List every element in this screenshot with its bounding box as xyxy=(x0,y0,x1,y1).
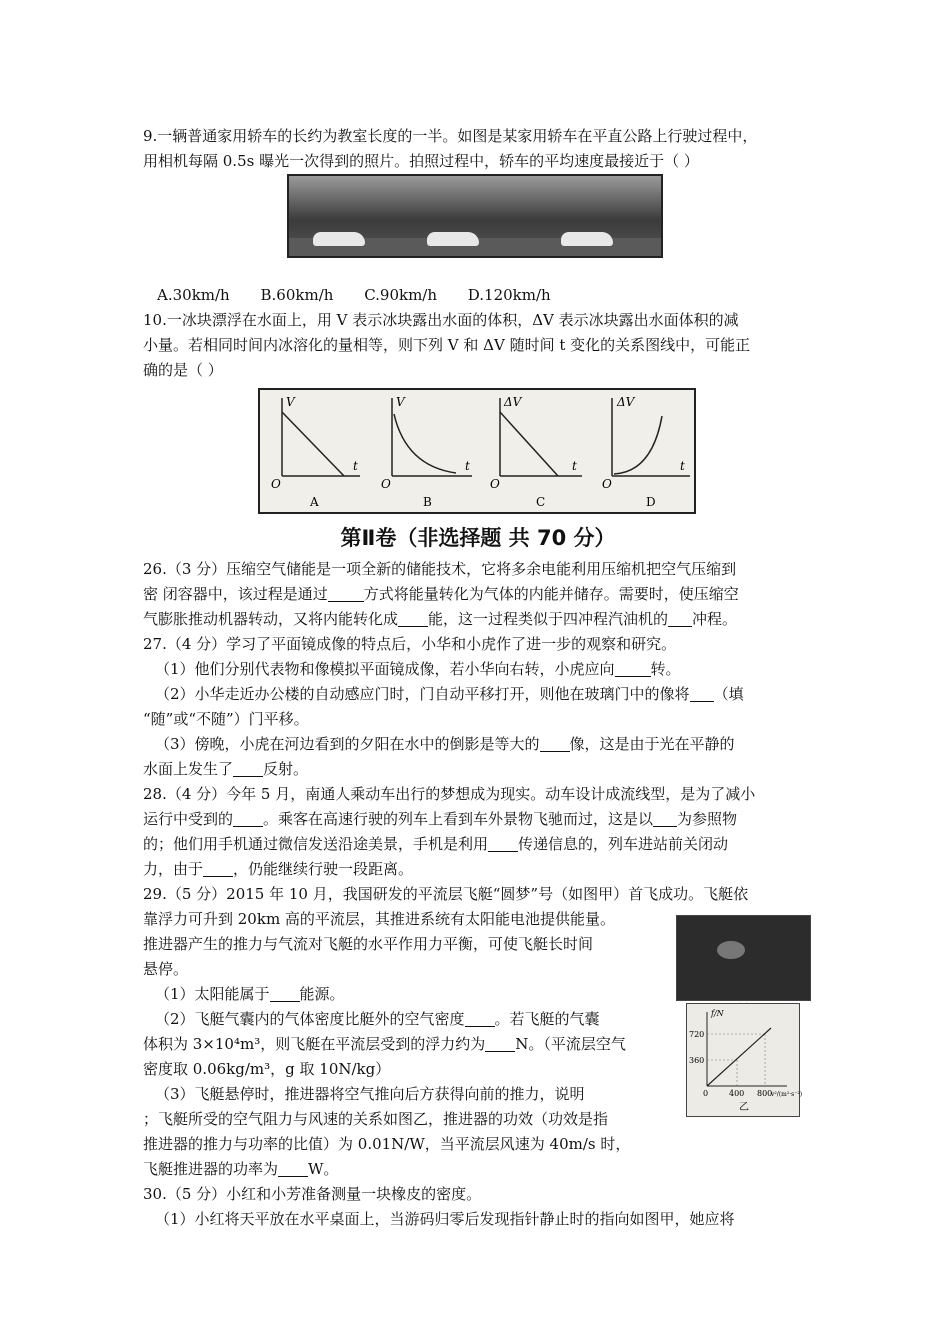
q29-blank-1[interactable] xyxy=(270,984,300,1002)
fig-yi-ylabel: f/N xyxy=(711,1009,724,1018)
graph-b xyxy=(392,398,472,476)
q27-text-5b: 像，这是由于光在平静的 xyxy=(569,735,735,753)
q27-line-3 xyxy=(143,682,813,707)
q28-text-2c: 为参照物 xyxy=(677,810,738,828)
q9-line-2: 用相机每隔 0.5s 曝光一次得到的照片。拍照过程中，轿车的平均速度最接近于（ ） xyxy=(143,152,699,170)
q28-text-4b: ，仍能继续行驶一段距离。 xyxy=(233,860,414,878)
q27-blank-2[interactable] xyxy=(690,684,714,702)
graph-a-xlabel: t xyxy=(353,459,358,473)
graph-d-letter: D xyxy=(646,495,656,509)
graph-a-origin: O xyxy=(271,477,281,491)
q26-text-2a: 密 闭容器中，该过程是通过 xyxy=(143,585,328,603)
q29-text-7b: N。（平流层空气 xyxy=(515,1035,626,1053)
q29-text-12b: W。 xyxy=(308,1160,339,1178)
q9-option-d[interactable]: D.120km/h xyxy=(467,286,551,304)
q9-option-c[interactable]: C.90km/h xyxy=(364,286,438,304)
q9-options xyxy=(143,283,813,308)
fig-yi-xlabel: v²/(m²·s⁻²) xyxy=(771,1091,803,1098)
q28-text-2b: 。乘客在高速行驶的列车上看到车外景物飞驰而过，这是以 xyxy=(263,810,654,828)
q30-line-1: 30.（5 分）小红和小芳准备测量一块橡皮的密度。 xyxy=(143,1185,482,1203)
q29-text-6a: （2）飞艇气囊内的气体密度比艇外的空气密度 xyxy=(155,1010,465,1028)
q29-text-6b: 。若飞艇的气囊 xyxy=(494,1010,600,1028)
car-image-1 xyxy=(313,232,365,246)
q10-graphs xyxy=(258,388,696,514)
q29-line-10: ；飞艇所受的空气阻力与风速的关系如图乙，推进器的功效（功效是指 xyxy=(143,1110,609,1128)
q26-text-3c: 冲程。 xyxy=(692,610,738,628)
graph-d xyxy=(612,398,690,476)
q9-option-a[interactable]: A.30km/h xyxy=(157,286,230,304)
q27-line-1: 27.（4 分）学习了平面镜成像的特点后，小华和小虎作了进一步的观察和研究。 xyxy=(143,635,677,653)
q29-line-1: 29.（5 分）2015 年 10 月，我国研发的平流层飞艇“圆梦”号（如图甲）首飞成功。飞艇依 xyxy=(143,885,749,903)
fig-yi-xtick-400: 400 xyxy=(729,1089,745,1098)
q28-text-3b: 传递信息的，列车进站前关闭动 xyxy=(518,835,729,853)
q29-line-9: （3）飞艇悬停时，推进器将空气推向后方获得向前的推力，说明 xyxy=(155,1085,585,1103)
q29-block xyxy=(143,882,813,1182)
q9-option-b[interactable]: B.60km/h xyxy=(260,286,334,304)
q29-blank-2[interactable] xyxy=(465,1009,495,1027)
q27-blank-3[interactable] xyxy=(540,734,570,752)
graph-a-letter: A xyxy=(310,495,319,509)
drag-force-graph xyxy=(686,1003,803,1117)
q29-line-3: 推进器产生的推力与气流对飞艇的水平作用力平衡，可使飞艇长时间 xyxy=(143,935,594,953)
fig-yi-xtick-0: 0 xyxy=(703,1089,709,1098)
car-exposure-photo xyxy=(287,174,663,258)
q28-blank-1[interactable] xyxy=(233,809,263,827)
graph-d-xlabel: t xyxy=(680,459,685,473)
drag-force-graph-svg xyxy=(687,1004,803,1116)
q26-blank-3[interactable] xyxy=(668,609,692,627)
car-image-3 xyxy=(561,232,613,246)
q28-text-3a: 的；他们用手机通过微信发送沿途美景，手机是利用 xyxy=(143,835,489,853)
q27-line-2 xyxy=(143,657,813,682)
q27-blank-4[interactable] xyxy=(233,759,263,777)
q10-line-3: 确的是（ ） xyxy=(143,361,223,379)
q26-line-1: 26.（3 分）压缩空气储能是一项全新的储能技术，它将多余电能利用压缩机把空气压缩到 xyxy=(143,560,737,578)
q29-line-8: 密度取 0.06kg/m³，g 取 10N/kg） xyxy=(143,1060,391,1078)
q27-text-2b: 转。 xyxy=(650,660,681,678)
q27-text-2a: （1）他们分别代表物和像模拟平面镜成像，若小华向右转，小虎应向 xyxy=(155,660,615,678)
graph-b-origin: O xyxy=(381,477,391,491)
fig-yi-ytick-720: 720 xyxy=(689,1030,705,1039)
graph-d-origin: O xyxy=(602,477,612,491)
airship-image xyxy=(717,941,745,959)
q9-line-1: 9.一辆普通家用轿车的长约为教室长度的一半。如图是某家用轿车在平直公路上行驶过程中， xyxy=(143,127,758,145)
q28-blank-3[interactable] xyxy=(488,834,518,852)
q26-text-3b: 能，这一过程类似于四冲程汽油机的 xyxy=(428,610,669,628)
q28-blank-2[interactable] xyxy=(653,809,677,827)
q29-text-5a: （1）太阳能属于 xyxy=(155,985,270,1003)
q10-graphs-svg xyxy=(260,390,694,512)
q27-text-3b: （填 xyxy=(713,685,744,703)
graph-c-letter: C xyxy=(536,495,546,509)
q30-line-2: （1）小红将天平放在水平桌面上，当游码归零后发现指针静止时的指向如图甲，她应将 xyxy=(155,1210,735,1228)
q29-blank-3[interactable] xyxy=(485,1034,515,1052)
drag-force-line xyxy=(707,1028,771,1086)
q26-line-3 xyxy=(143,607,813,632)
graph-b-ylabel: V xyxy=(396,395,405,409)
q29-blank-4[interactable] xyxy=(278,1159,308,1177)
q10-line-1: 10.一冰块漂浮在水面上，用 V 表示冰块露出水面的体积，ΔV 表示冰块露出水面体积的减 xyxy=(143,311,739,329)
q27-text-6b: 反射。 xyxy=(263,760,309,778)
graph-c-xlabel: t xyxy=(572,459,577,473)
section-title: 第Ⅱ卷（非选择题 共 70 分） xyxy=(340,526,616,550)
q10-line-2: 小量。若相同时间内冰溶化的量相等，则下列 V 和 ΔV 随时间 t 变化的关系图线中，可能正 xyxy=(143,336,751,354)
q26-blank-2[interactable] xyxy=(398,609,428,627)
q29-text-5b: 能源。 xyxy=(299,985,345,1003)
graph-b-xlabel: t xyxy=(465,459,470,473)
exam-page xyxy=(143,124,813,1232)
q28-text-2a: 运行中受到的 xyxy=(143,810,234,828)
q28-line-2 xyxy=(143,807,813,832)
q28-blank-4[interactable] xyxy=(203,859,233,877)
graph-a xyxy=(282,398,360,476)
q27-line-5 xyxy=(143,732,813,757)
q27-line-4: “随”或“不随”）门平移。 xyxy=(143,710,309,728)
q27-blank-1[interactable] xyxy=(615,659,651,677)
q27-text-5a: （3）傍晚，小虎在河边看到的夕阳在水中的倒影是等大的 xyxy=(155,735,540,753)
q27-line-6 xyxy=(143,757,813,782)
q29-text-12a: 飞艇推进器的功率为 xyxy=(143,1160,279,1178)
q29-line-12 xyxy=(143,1157,813,1182)
graph-c xyxy=(500,398,582,476)
q29-line-2: 靠浮力可升到 20km 高的平流层，其推进系统有太阳能电池提供能量。 xyxy=(143,910,615,928)
fig-yi-ytick-360: 360 xyxy=(689,1056,705,1065)
q27-text-6a: 水面上发生了 xyxy=(143,760,234,778)
q26-text-3a: 气膨胀推动机器转动，又将内能转化成 xyxy=(143,610,399,628)
q27-text-3a: （2）小华走近办公楼的自动感应门时，门自动平移打开，则他在玻璃门中的像将 xyxy=(155,685,690,703)
q29-text-7a: 体积为 3×10⁴m³，则飞艇在平流层受到的浮力约为 xyxy=(143,1035,486,1053)
fig-yi-xtick-800: 800 xyxy=(757,1089,773,1098)
q26-text-2b: 方式将能量转化为气体的内能并储存。需要时，使压缩空 xyxy=(363,585,739,603)
graph-c-ylabel: ΔV xyxy=(504,395,522,409)
q28-text-4a: 力，由于 xyxy=(143,860,204,878)
q29-line-4: 悬停。 xyxy=(143,960,189,978)
q28-line-4 xyxy=(143,857,813,882)
q26-line-2 xyxy=(143,582,813,607)
q28-line-1: 28.（4 分）今年 5 月，南通人乘动车出行的梦想成为现实。动车设计成流线型，是为了减小 xyxy=(143,785,756,803)
car-image-2 xyxy=(427,232,479,246)
graph-a-ylabel: V xyxy=(286,395,295,409)
graph-b-letter: B xyxy=(423,495,432,509)
fig-yi-caption: 乙 xyxy=(739,1102,749,1113)
graph-d-ylabel: ΔV xyxy=(617,395,635,409)
q29-line-11: 推进器的推力与功率的比值）为 0.01N/W，当平流层风速为 40m/s 时， xyxy=(143,1135,631,1153)
airship-photo xyxy=(676,915,811,1001)
graph-c-origin: O xyxy=(490,477,500,491)
q26-blank-1[interactable] xyxy=(328,584,364,602)
q28-line-3 xyxy=(143,832,813,857)
